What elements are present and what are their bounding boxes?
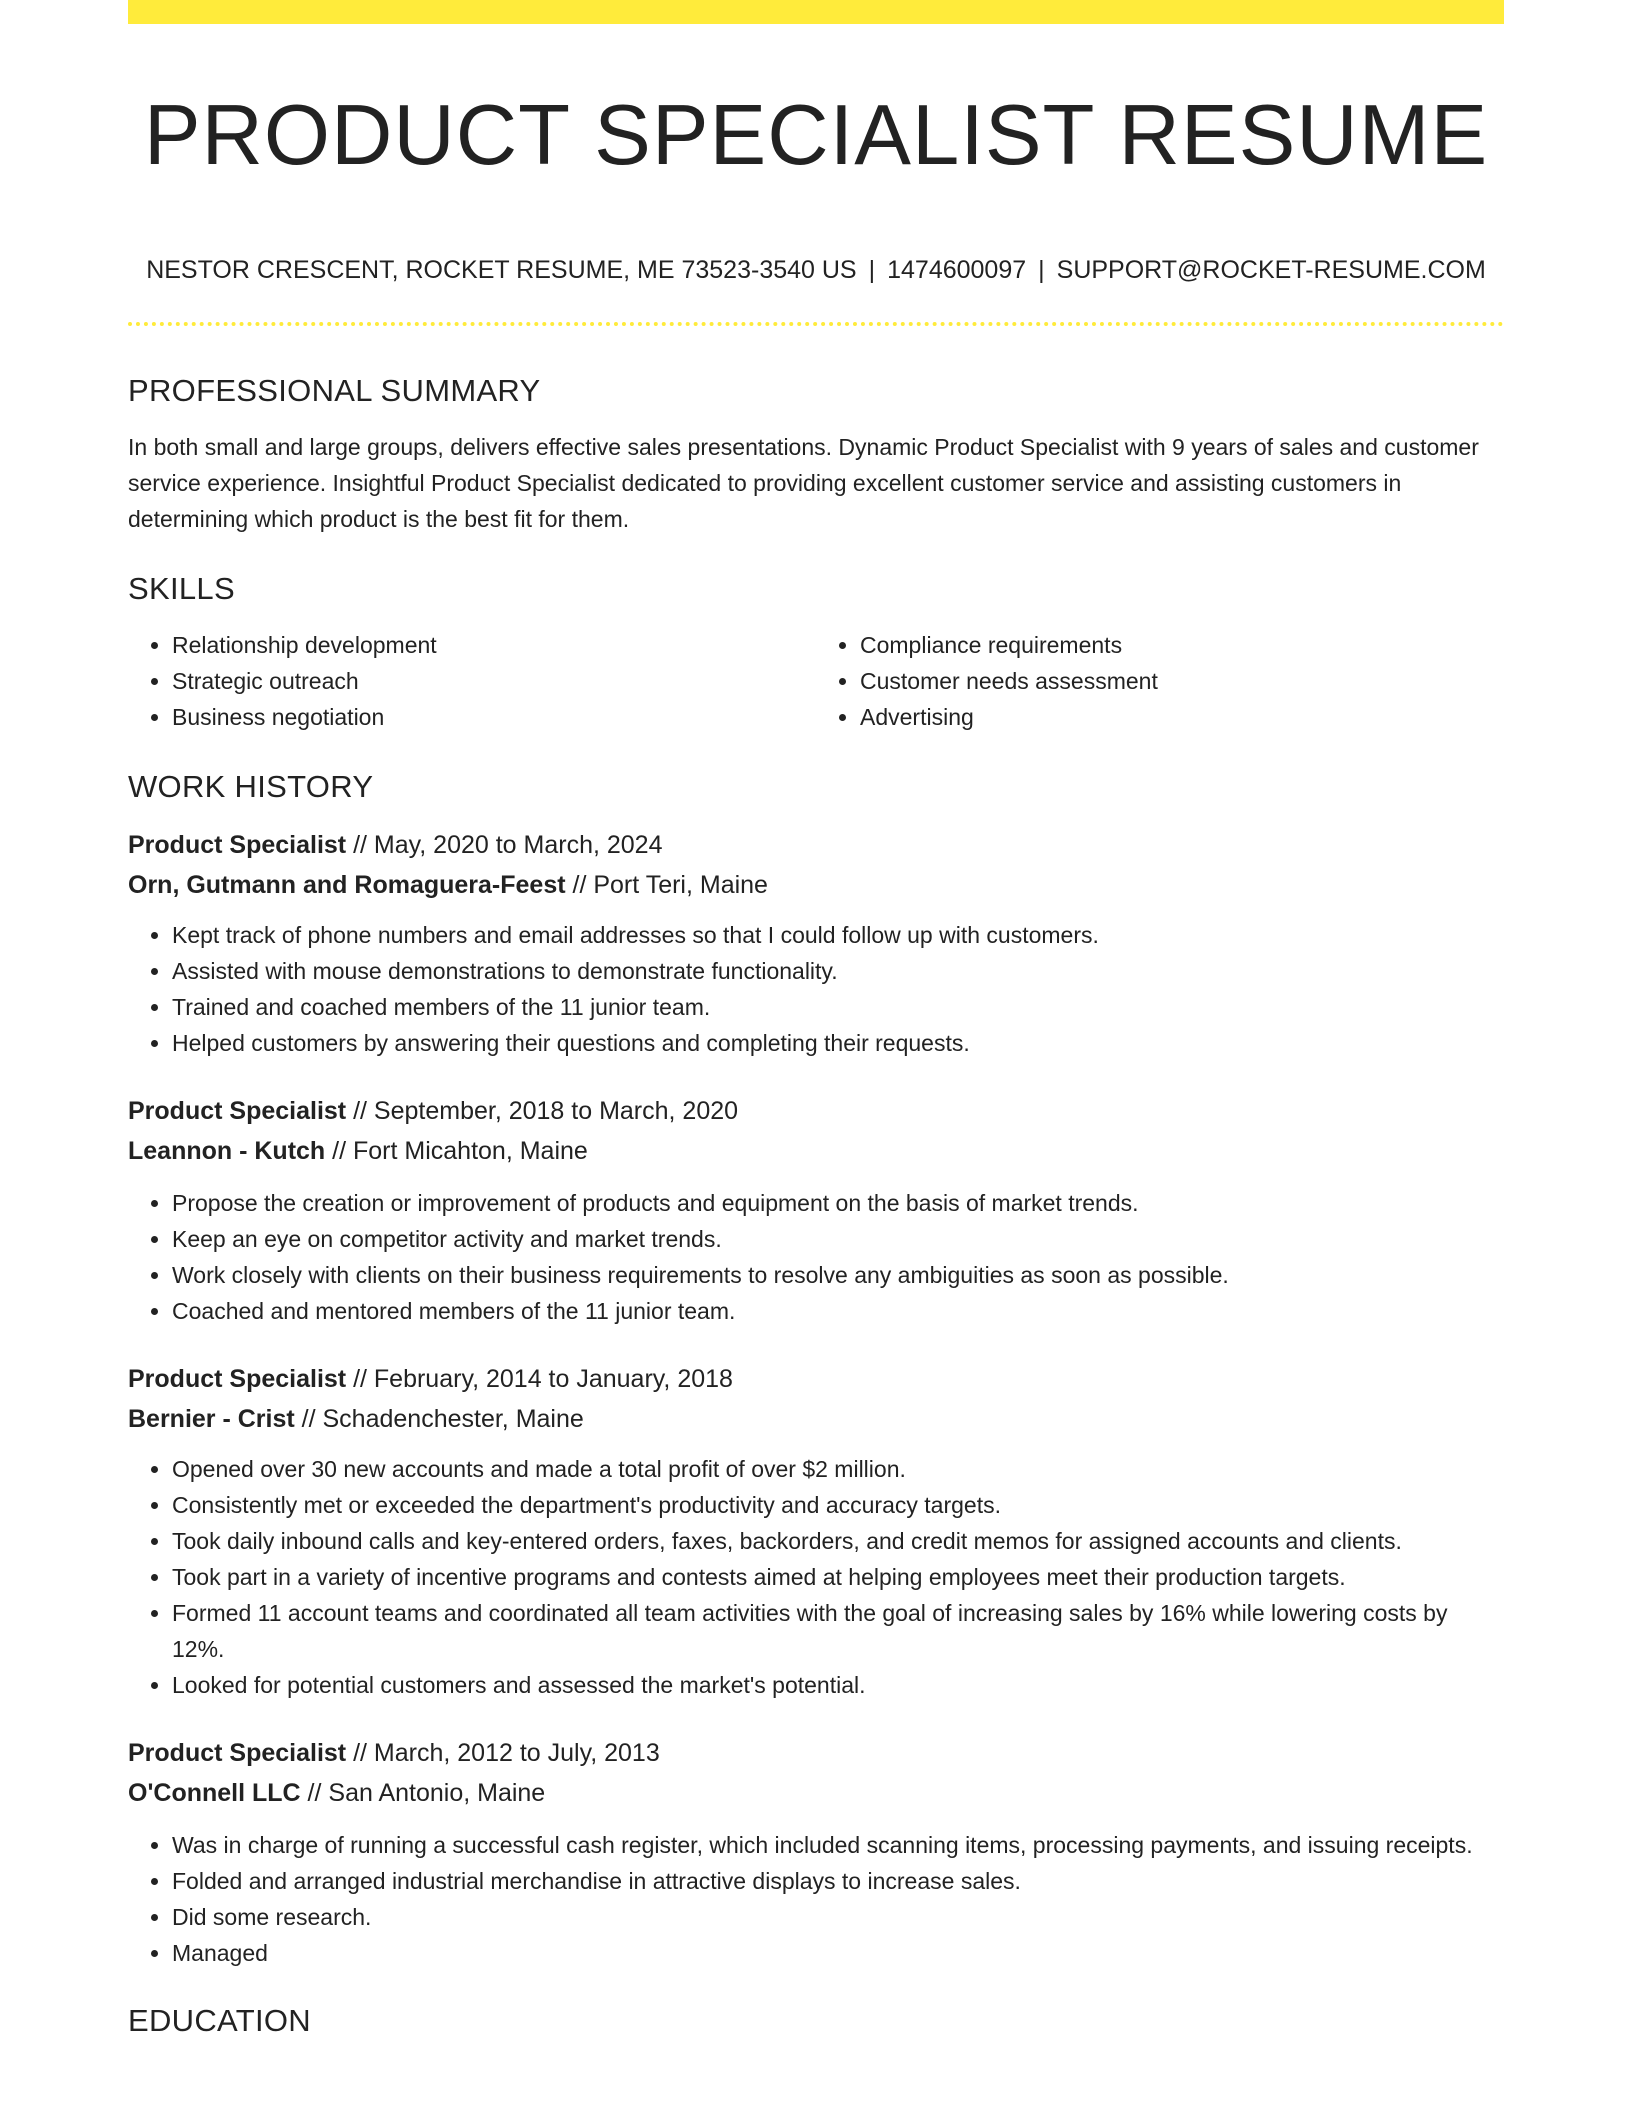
job-bullets xyxy=(128,1451,1504,1703)
job-bullet: • Looked for potential customers and assessed the market's potential. xyxy=(172,1667,1504,1703)
job-title-line xyxy=(128,1733,1504,1773)
section-heading-education: EDUCATION xyxy=(128,2003,311,2038)
contact-address: NESTOR CRESCENT, ROCKET RESUME, ME 73523-3540 US xyxy=(146,256,857,284)
job-bullet: • Helped customers by answering their questions and completing their requests. xyxy=(172,1025,1504,1061)
job-bullet: • Was in charge of running a successful cash register, which included scanning items, processing payments, and issuing receipts. xyxy=(172,1827,1504,1863)
job-bullet: • Kept track of phone numbers and email addresses so that I could follow up with customers. xyxy=(172,917,1504,953)
job-bullet: • Assisted with mouse demonstrations to demonstrate functionality. xyxy=(172,953,1504,989)
resume-title: PRODUCT SPECIALIST RESUME xyxy=(143,88,1489,183)
job-bullet: • Formed 11 account teams and coordinated all team activities with the goal of increasing sales by 16% while lowering costs by 12%. xyxy=(172,1595,1504,1667)
job-dates: // March, 2012 to July, 2013 xyxy=(346,1739,660,1767)
contact-separator: | xyxy=(868,256,876,284)
job-bullet: • Took daily inbound calls and key-entered orders, faxes, backorders, and credit memos for assigned accounts and clients. xyxy=(172,1523,1504,1559)
skill-item: • Compliance requirements xyxy=(860,627,1504,663)
job-title: Product Specialist xyxy=(128,1739,347,1767)
contact-phone: 1474600097 xyxy=(887,256,1027,284)
summary-text: In both small and large groups, delivers effective sales presentations. Dynamic Product Specialist with 9 years of sales and customer service experience. Insightful Product Specialist dedicated to providing excellent customer service and assisting customers in determining which product is the best fit for them. xyxy=(128,434,1479,532)
skill-item: • Business negotiation xyxy=(172,699,816,735)
job-bullet: • Managed xyxy=(172,1935,1504,1971)
job-company: Orn, Gutmann and Romaguera-Feest xyxy=(128,871,566,899)
skills-column-left xyxy=(128,627,816,735)
contact-line xyxy=(128,254,1504,286)
resume-page xyxy=(128,0,1504,2041)
job-bullet: • Work closely with clients on their business requirements to resolve any ambiguities as soon as possible. xyxy=(172,1257,1504,1293)
dotted-divider xyxy=(128,322,1504,326)
job-entry xyxy=(128,1733,1504,1971)
job-dates: // May, 2020 to March, 2024 xyxy=(346,831,663,859)
skill-item: • Advertising xyxy=(860,699,1504,735)
job-title: Product Specialist xyxy=(128,1097,347,1125)
job-title: Product Specialist xyxy=(128,1365,347,1393)
skills-list xyxy=(128,627,1504,735)
skill-item: • Customer needs assessment xyxy=(860,663,1504,699)
job-company-line xyxy=(128,1399,1504,1439)
job-location: // Port Teri, Maine xyxy=(565,871,768,899)
top-accent-bar xyxy=(128,0,1504,24)
job-location: // Fort Micahton, Maine xyxy=(325,1137,588,1165)
section-heading-summary: PROFESSIONAL SUMMARY xyxy=(128,373,541,408)
job-bullet: • Folded and arranged industrial merchandise in attractive displays to increase sales. xyxy=(172,1863,1504,1899)
contact-email: SUPPORT@ROCKET-RESUME.COM xyxy=(1056,256,1486,284)
job-bullet: • Took part in a variety of incentive programs and contests aimed at helping employees meet their production targets. xyxy=(172,1559,1504,1595)
job-bullet: • Consistently met or exceeded the department's productivity and accuracy targets. xyxy=(172,1487,1504,1523)
job-location: // Schadenchester, Maine xyxy=(294,1405,584,1433)
job-entry xyxy=(128,825,1504,1061)
job-bullets xyxy=(128,917,1504,1061)
job-bullet: • Did some research. xyxy=(172,1899,1504,1935)
job-bullets xyxy=(128,1185,1504,1329)
job-company-line xyxy=(128,1773,1504,1813)
skill-item: • Relationship development xyxy=(172,627,816,663)
job-title-line xyxy=(128,825,1504,865)
job-bullet: • Trained and coached members of the 11 junior team. xyxy=(172,989,1504,1025)
job-entry xyxy=(128,1091,1504,1329)
job-dates: // February, 2014 to January, 2018 xyxy=(346,1365,733,1393)
job-company: Leannon - Kutch xyxy=(128,1137,326,1165)
job-title: Product Specialist xyxy=(128,831,347,859)
job-location: // San Antonio, Maine xyxy=(300,1779,546,1807)
skills-column-right xyxy=(816,627,1504,735)
job-company-line xyxy=(128,865,1504,905)
job-dates: // September, 2018 to March, 2020 xyxy=(346,1097,739,1125)
section-heading-work-history: WORK HISTORY xyxy=(128,769,374,804)
job-bullet: • Propose the creation or improvement of products and equipment on the basis of market trends. xyxy=(172,1185,1504,1221)
job-bullet: • Keep an eye on competitor activity and market trends. xyxy=(172,1221,1504,1257)
job-title-line xyxy=(128,1091,1504,1131)
skill-item: • Strategic outreach xyxy=(172,663,816,699)
job-title-line xyxy=(128,1359,1504,1399)
job-bullets xyxy=(128,1827,1504,1971)
job-bullet: • Opened over 30 new accounts and made a total profit of over $2 million. xyxy=(172,1451,1504,1487)
job-entry xyxy=(128,1359,1504,1703)
section-heading-skills: SKILLS xyxy=(128,571,235,606)
job-company: Bernier - Crist xyxy=(128,1405,295,1433)
job-company-line xyxy=(128,1131,1504,1171)
job-company: O'Connell LLC xyxy=(128,1779,301,1807)
job-bullet: • Coached and mentored members of the 11 junior team. xyxy=(172,1293,1504,1329)
contact-separator: | xyxy=(1038,256,1045,284)
